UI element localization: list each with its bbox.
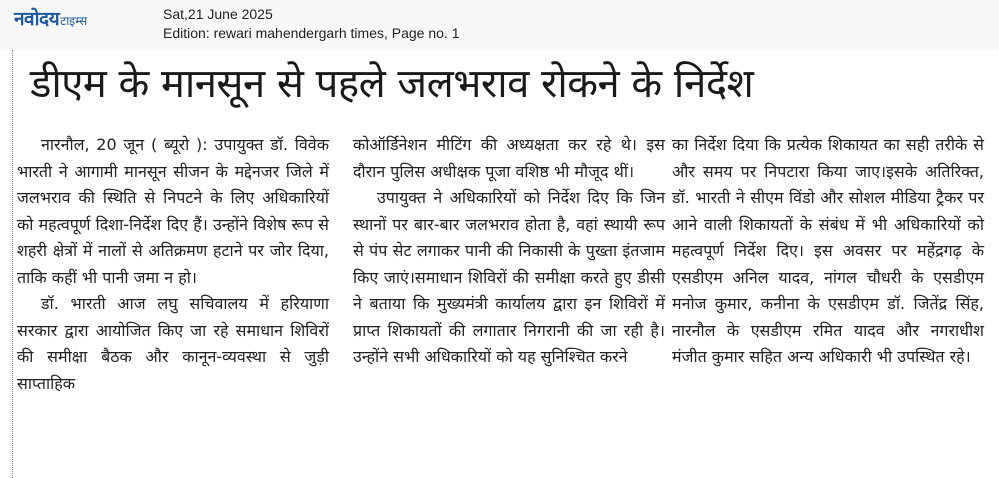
article-column-3 xyxy=(672,132,984,371)
article-clipping xyxy=(12,50,999,478)
logo-main-text: नवोदय xyxy=(14,8,60,30)
paragraph: डॉ. भारती आज लघु सचिवालय में हरियाणा सरकार द्वारा आयोजित किए जा रहे समाधान शिविरों की समीक्षा बैठक और कानून-व्यवस्था से जुड़ी साप्ताहिक xyxy=(17,294,329,393)
edition-info: Edition: rewari mahendergarh times, Page no. 1 xyxy=(163,25,460,41)
paragraph: का निर्देश दिया कि प्रत्येक शिकायत का सही तरीके से और समय पर निपटारा किया जाए।इसके अतिरिक्त, डॉ. भारती ने सीएम विंडो और सोशल मीडिया ट्रैकर पर आने वाली शिकायतों के संबंध में भी अधिकारियों को महत्वपूर्ण निर्देश दिए। इस अवसर पर महेंद्रगढ़ के एसडीएम अनिल यादव, नांगल चौधरी के एसडीएम मनोज कुमार, कनीना के एसडीएम डॉ. जितेंद्र सिंह, नारनौल के एसडीएम रमित यादव और नगराधीश मंजीत कुमार सहित अन्य अधिकारी भी उपस्थित रहे। xyxy=(672,135,984,366)
article-headline: डीएम के मानसून से पहले जलभराव रोकने के निर्देश xyxy=(30,61,754,107)
paragraph: नारनौल, 20 जून ( ब्यूरो ): उपायुक्त डॉ. विवेक भारती ने आगामी मानसून सीजन के मद्देनजर जिले में जलभराव की स्थिति से निपटने के लिए अधिकारियों को महत्वपूर्ण दिशा-निर्देश दिए हैं। उन्होंने विशेष रूप से शहरी क्षेत्रों में नालों से अतिक्रमण हटाने पर जोर दिया, ताकि कहीं भी पानी जमा न हो। xyxy=(17,135,329,287)
article-column-1 xyxy=(17,132,329,397)
page-header xyxy=(0,0,999,50)
paragraph: उपायुक्त ने अधिकारियों को निर्देश दिए कि जिन स्थानों पर बार-बार जलभराव होता है, वहां स्थायी रूप से पंप सेट लगाकर पानी की निकासी के पुख्ता इंतजाम किए जाएं।समाधान शिविरों की समीक्षा करते हुए डीसी ने बताया कि मुख्यमंत्री कार्यालय द्वारा इन शिविरों में प्राप्त शिकायतों की लगातार निगरानी की जा रही है। उन्होंने सभी अधिकारियों को यह सुनिश्चित करने xyxy=(353,188,665,366)
newspaper-logo[interactable] xyxy=(14,8,87,32)
logo-sub-text: टाइम्स xyxy=(60,14,88,28)
article-column-2 xyxy=(353,132,665,371)
paragraph: कोऑर्डिनेशन मीटिंग की अध्यक्षता कर रहे थे। इस दौरान पुलिस अधीक्षक पूजा वशिष्ठ भी मौजूद थीं। xyxy=(353,135,665,181)
publication-date: Sat,21 June 2025 xyxy=(163,6,273,22)
edition-meta xyxy=(163,5,460,43)
